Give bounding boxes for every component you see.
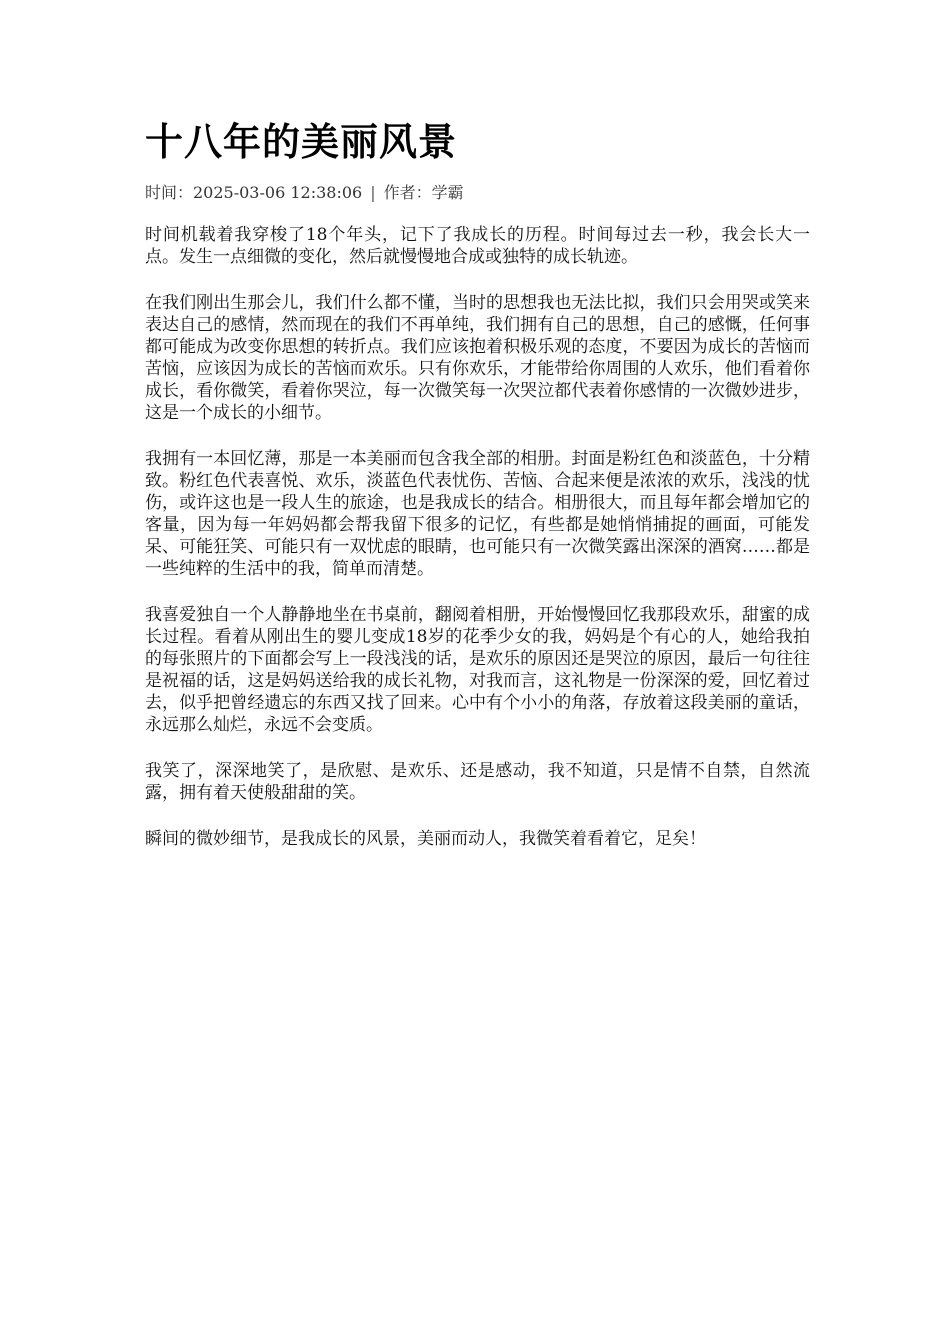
article-container (145, 118, 810, 874)
paragraph-2: 在我们刚出生那会儿，我们什么都不懂，当时的思想我也无法比拟，我们只会用哭或笑来表达自己的感情，然而现在的我们不再单纯，我们拥有自己的思想，自己的感慨，任何事都可能成为改变你思想的转折点。我们应该抱着积极乐观的态度，不要因为成长的苦恼而苦恼，应该因为成长的苦恼而欢乐。只有你欢乐，才能带给你周围的人欢乐，他们看着你成长，看你微笑，看着你哭泣，每一次微笑每一次哭泣都代表着你感情的一次微妙进步，这是一个成长的小细节。 (145, 293, 810, 423)
article-title: 十八年的美丽风景 (145, 119, 458, 164)
meta-separator: | (370, 183, 376, 202)
paragraph-3: 我拥有一本回忆薄，那是一本美丽而包含我全部的相册。封面是粉红色和淡蓝色，十分精致。粉红色代表喜悦、欢乐，淡蓝色代表忧伤、苦恼、合起来便是浓浓的欢乐，浅浅的忧伤，或许这也是一段人生的旅途，也是我成长的结合。相册很大，而且每年都会增加它的客量，因为每一年妈妈都会帮我留下很多的记忆，有些都是她悄悄捕捉的画面，可能发呆、可能狂笑、可能只有一双忧虑的眼睛，也可能只有一次微笑露出深深的酒窝……都是一些纯粹的生活中的我，简单而清楚。 (145, 449, 810, 579)
paragraph-6: 瞬间的微妙细节，是我成长的风景，美丽而动人，我微笑着看着它，足矣！ (145, 829, 706, 849)
article-body (145, 224, 810, 850)
paragraph-5: 我笑了，深深地笑了，是欣慰、是欢乐、还是感动，我不知道，只是情不自禁，自然流露，拥有着天使般甜甜的笑。 (145, 761, 810, 803)
paragraph-1: 时间机载着我穿梭了18个年头，记下了我成长的历程。时间每过去一秒，我会长大一点。发生一点细微的变化，然后就慢慢地合成或独特的成长轨迹。 (145, 225, 810, 267)
publish-time: 时间：2025-03-06 12:38:06 (145, 183, 363, 202)
author: 作者：学霸 (383, 183, 464, 202)
paragraph-4: 我喜爱独自一个人静静地坐在书桌前，翻阅着相册，开始慢慢回忆我那段欢乐，甜蜜的成长过程。看着从刚出生的婴儿变成18岁的花季少女的我，妈妈是个有心的人，她给我拍的每张照片的下面都会写上一段浅浅的话，是欢乐的原因还是哭泣的原因，最后一句往往是祝福的话，这是妈妈送给我的成长礼物，对我而言，这礼物是一份深深的爱，回忆着过去，似乎把曾经遗忘的东西又找了回来。心中有个小小的角落，存放着这段美丽的童话，永远那么灿烂，永远不会变质。 (145, 605, 810, 735)
article-meta (145, 182, 810, 204)
